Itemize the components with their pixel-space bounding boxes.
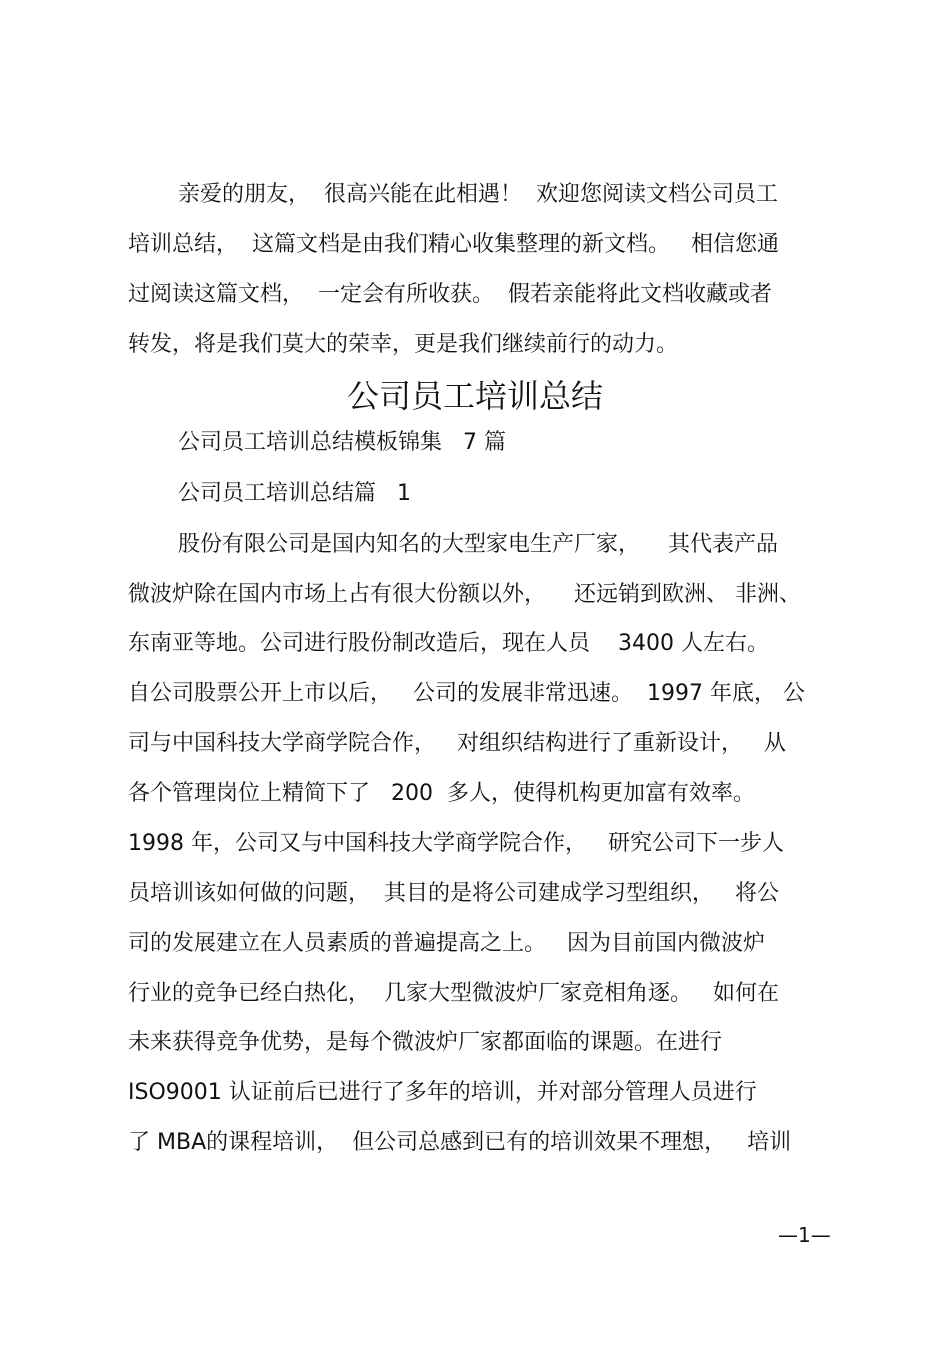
body-line-13: 了 MBA的课程培训， 但公司总感到已有的培训效果不理想， 培训 [128,1130,792,1155]
body-line-4: 自公司股票公开上市以后， 公司的发展非常迅速。 1997 年底， 公 [128,681,805,706]
body-line-5: 司与中国科技大学商学院合作， 对组织结构进行了重新设计， 从 [128,731,786,756]
page-number: —1— [778,1223,831,1247]
document-subtitle: 公司员工培训总结模板锦集 7 篇 [178,430,506,455]
body-line-8: 员培训该如何做的问题， 其目的是将公司建成学习型组织， 将公 [128,881,779,906]
body-line-11: 未来获得竞争优势，是每个微波炉厂家都面临的课题。在进行 [128,1030,723,1055]
intro-line-1: 亲爱的朋友， 很高兴能在此相遇！ 欢迎您阅读文档公司员工 [178,182,778,207]
section-heading: 公司员工培训总结篇 1 [178,481,411,506]
body-line-1: 股份有限公司是国内知名的大型家电生产厂家， 其代表产品 [178,532,778,557]
document-title: 公司员工培训总结 [346,377,603,415]
body-line-12: ISO9001 认证前后已进行了多年的培训，并对部分管理人员进行 [128,1080,757,1105]
body-line-3: 东南亚等地。公司进行股份制改造后，现在人员 3400 人左右。 [128,631,769,656]
body-line-9: 司的发展建立在人员素质的普遍提高之上。 因为目前国内微波炉 [128,931,765,956]
body-line-2: 微波炉除在国内市场上占有很大份额以外， 还远销到欧洲、 非洲、 [128,582,801,607]
intro-line-4: 转发，将是我们莫大的荣幸，更是我们继续前行的动力。 [128,332,679,357]
intro-line-3: 过阅读这篇文档， 一定会有所收获。 假若亲能将此文档收藏或者 [128,282,772,307]
body-line-6: 各个管理岗位上精简下了 200 多人，使得机构更加富有效率。 [128,781,755,806]
intro-line-2: 培训总结， 这篇文档是由我们精心收集整理的新文档。 相信您通 [128,232,779,257]
body-line-10: 行业的竞争已经白热化， 几家大型微波炉厂家竞相角逐。 如何在 [128,981,779,1006]
body-line-7: 1998 年，公司又与中国科技大学商学院合作， 研究公司下一步人 [128,831,784,856]
